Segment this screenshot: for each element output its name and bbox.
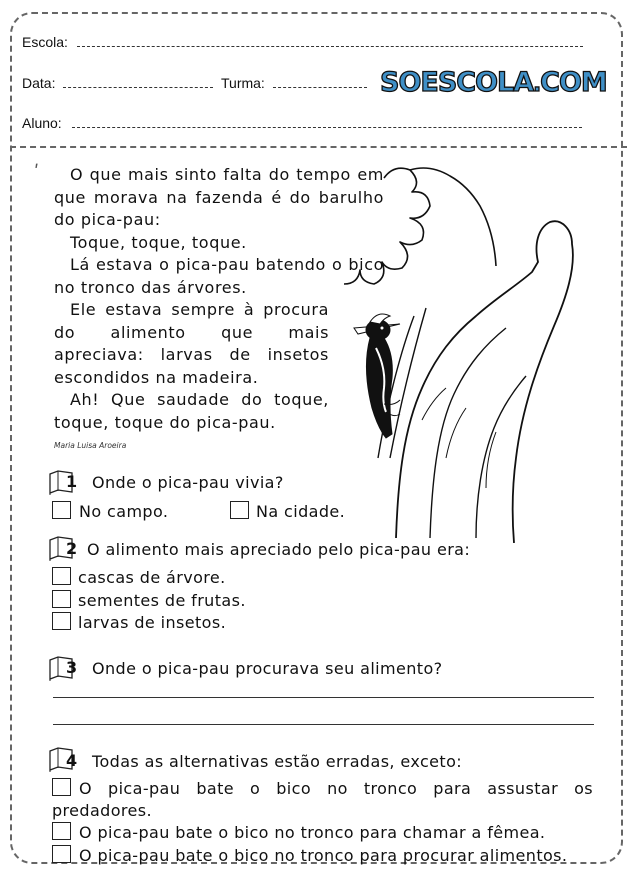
- student-field[interactable]: [72, 127, 582, 128]
- question-3-text: Onde o pica-pau procurava seu alimento?: [92, 659, 443, 678]
- q1-option-1-label: No campo.: [79, 502, 169, 521]
- site-logo: SOESCOLA.COM: [380, 67, 607, 98]
- paragraph-2: Toque, toque, toque.: [70, 232, 247, 252]
- question-4-number: 4: [66, 751, 78, 770]
- q1-option-2-label: Na cidade.: [256, 502, 346, 521]
- q4-option-2-checkbox[interactable]: [52, 822, 71, 840]
- question-1-text: Onde o pica-pau vivia?: [92, 473, 284, 492]
- quote-mark-icon: ʹ: [34, 162, 40, 183]
- school-field[interactable]: [77, 46, 583, 47]
- paragraph-1: O que mais sinto falta do tempo em que morava na fazenda é do barulho do pica-pau:: [54, 165, 384, 229]
- student-label: Aluno:: [22, 115, 62, 131]
- q4-option-3-label: O pica-pau bate o bico no tronco para procurar alimentos.: [79, 846, 568, 865]
- q1-option-1-checkbox[interactable]: [52, 501, 71, 519]
- question-4-text: Todas as alternativas estão erradas, exceto:: [92, 752, 463, 771]
- q4-option-1-checkbox[interactable]: [52, 778, 71, 796]
- q2-option-3-label: larvas de insetos.: [78, 613, 227, 632]
- tree-trunk: [396, 221, 573, 543]
- q2-option-1-label: cascas de árvore.: [78, 568, 226, 587]
- school-label: Escola:: [22, 34, 68, 50]
- q2-option-3-checkbox[interactable]: [52, 612, 71, 630]
- question-1-number: 1: [66, 472, 78, 491]
- date-label: Data:: [22, 75, 56, 91]
- paragraph-5: Ah! Que saudade do toque, toque, toque do pica-pau.: [54, 390, 329, 432]
- class-label: Turma:: [221, 75, 265, 91]
- q2-option-2-checkbox[interactable]: [52, 590, 71, 608]
- author: Maria Luisa Aroeira: [54, 441, 127, 450]
- q4-option-3-checkbox[interactable]: [52, 845, 71, 863]
- class-field[interactable]: [273, 87, 367, 88]
- q4-option-2-label: O pica-pau bate o bico no tronco para chamar a fêmea.: [79, 823, 546, 842]
- answer-line-2[interactable]: [53, 724, 594, 725]
- q4-option-1-label-cont: predadores.: [52, 801, 153, 820]
- question-3-number: 3: [66, 658, 78, 677]
- header-separator: [10, 146, 627, 148]
- q2-option-2-label: sementes de frutas.: [78, 591, 246, 610]
- paragraph-3: Lá estava o pica-pau batendo o bico no tronco das árvores.: [54, 255, 384, 297]
- woodpecker: [354, 314, 400, 438]
- question-2-text: O alimento mais apreciado pelo pica-pau era:: [87, 540, 471, 559]
- date-field[interactable]: [63, 87, 213, 88]
- paragraph-4: Ele estava sempre à procura do alimento que mais apreciava: larvas de insetos escondidos na madeira.: [54, 300, 329, 387]
- q2-option-1-checkbox[interactable]: [52, 567, 71, 585]
- question-2-number: 2: [66, 539, 78, 558]
- woodpecker-tree-illustration: [326, 158, 616, 543]
- answer-line-1[interactable]: [53, 697, 594, 698]
- q4-option-1-label: O pica-pau bate o bico no tronco para assustar os: [79, 779, 593, 798]
- q1-option-2-checkbox[interactable]: [230, 501, 249, 519]
